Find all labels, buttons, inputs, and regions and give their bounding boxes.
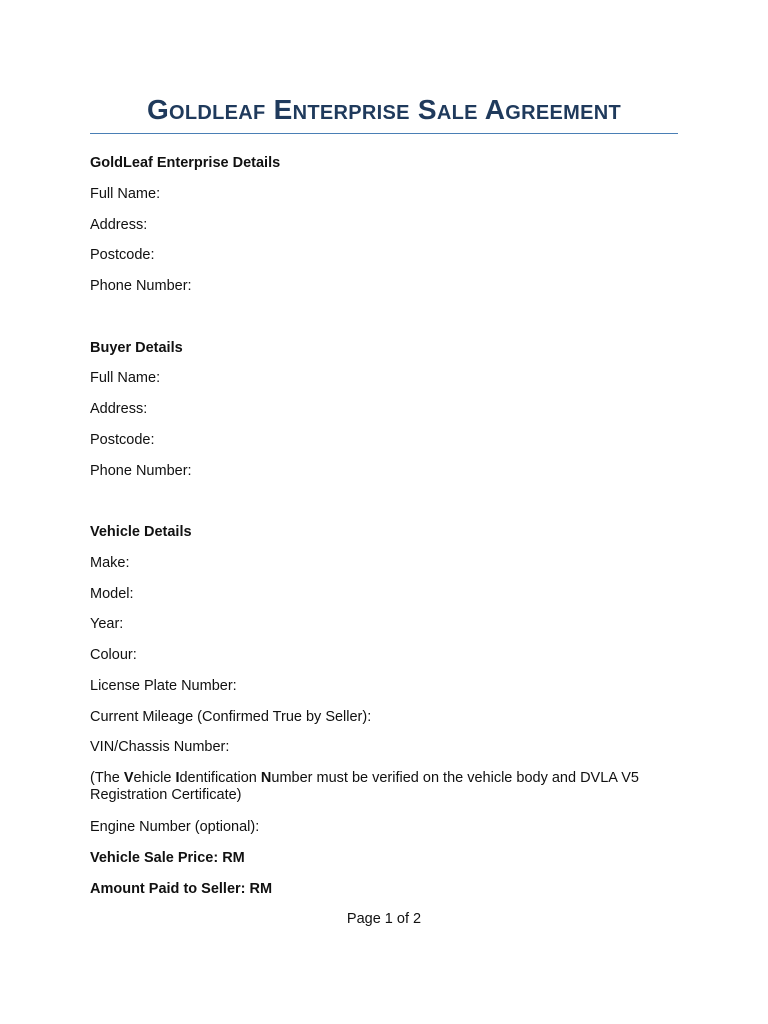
vehicle-colour-label: Colour: bbox=[90, 647, 137, 663]
vehicle-year-label: Year: bbox=[90, 616, 124, 632]
seller-postcode-label: Postcode: bbox=[90, 247, 155, 263]
vin-note-text: (The bbox=[90, 770, 124, 786]
document-page bbox=[90, 0, 678, 1024]
buyer-section-heading: Buyer Details bbox=[90, 340, 183, 356]
vin-note-text: umber must be verified on the vehicle body and DVLA V5 Registration Certificate) bbox=[90, 770, 639, 803]
vehicle-make-label: Make: bbox=[90, 555, 130, 571]
seller-address-label: Address: bbox=[90, 217, 148, 233]
vehicle-mileage-label: Current Mileage (Confirmed True by Seller): bbox=[90, 709, 372, 725]
vehicle-section-heading: Vehicle Details bbox=[90, 524, 192, 540]
vehicle-plate-label: License Plate Number: bbox=[90, 678, 237, 694]
vehicle-vin-label: VIN/Chassis Number: bbox=[90, 739, 230, 755]
vin-note-initial-n: N bbox=[260, 770, 272, 786]
buyer-address-label: Address: bbox=[90, 401, 148, 417]
vin-note-initial-i: I bbox=[175, 770, 180, 786]
engine-number-label: Engine Number (optional): bbox=[90, 819, 260, 835]
title-divider bbox=[90, 133, 678, 134]
buyer-phone-label: Phone Number: bbox=[90, 463, 192, 479]
vin-note-text: dentification bbox=[179, 770, 261, 786]
buyer-full-name-label: Full Name: bbox=[90, 370, 161, 386]
vin-verification-note bbox=[90, 770, 678, 804]
page-number: Page 1 of 2 bbox=[346, 911, 422, 927]
buyer-postcode-label: Postcode: bbox=[90, 432, 155, 448]
amount-paid-label: Amount Paid to Seller: RM bbox=[90, 881, 273, 897]
seller-section-heading: GoldLeaf Enterprise Details bbox=[90, 155, 281, 171]
vehicle-model-label: Model: bbox=[90, 586, 134, 602]
seller-full-name-label: Full Name: bbox=[90, 186, 161, 202]
seller-phone-label: Phone Number: bbox=[90, 278, 192, 294]
sale-price-label: Vehicle Sale Price: RM bbox=[90, 850, 245, 866]
vin-note-initial-v: V bbox=[123, 770, 134, 786]
page-title: Goldleaf Enterprise Sale Agreement bbox=[146, 94, 622, 125]
vin-note-text: ehicle bbox=[133, 770, 176, 786]
